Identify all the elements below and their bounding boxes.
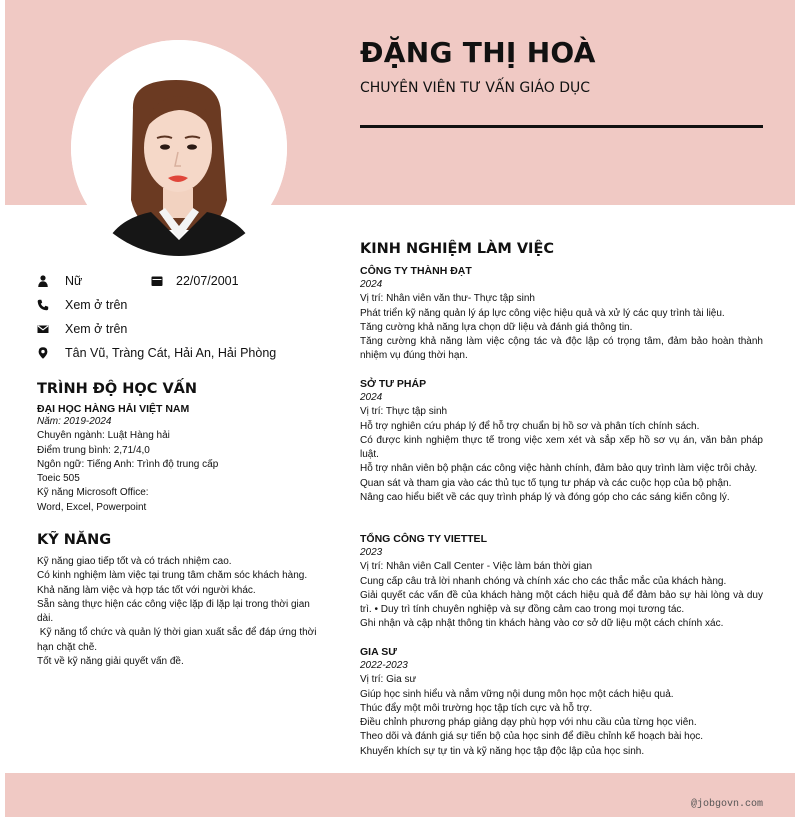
email-value: Xem ở trên <box>65 322 128 336</box>
email-row <box>37 319 237 339</box>
job-line: Hỗ trợ nghiên cứu pháp lý để hỗ trợ chuẩn bị hồ sơ và phân tích chính sách. <box>360 420 700 432</box>
skill-item: Kỹ năng tổ chức và quản lý thời gian xuất sắc để đáp ứng thời hạn chặt chẽ. <box>37 627 320 653</box>
skill-item: Sẵn sàng thực hiện các công việc lặp đi lặp lại trong thời gian dài. <box>37 598 310 625</box>
job-line: Quan sát và tham gia vào các thủ tục tố tụng tư pháp và các cuộc họp của bộ phận. <box>360 477 732 489</box>
location-pin-icon <box>37 347 49 359</box>
job-line: Tăng cường khả năng làm việc cộng tác và độc lập có trọng tâm, đảm bảo hoàn thành nhiệm vụ đúng thời hạn. <box>360 336 763 362</box>
job-line: Giải quyết các vấn đề của khách hàng một cách hiệu quả để đảm bảo sự hài lòng và duy trì. • Duy trì tính chuyên nghiệp và sự đồng cảm cao trong mọi tương tác. <box>360 589 763 616</box>
job-line: Giúp học sinh hiểu và nắm vững nội dung môn học một cách hiệu quả. <box>360 688 674 700</box>
school-name: ĐẠI HỌC HÀNG HẢI VIỆT NAM <box>37 403 190 415</box>
job-company: GIA SƯ <box>360 646 397 658</box>
skill-item: Tốt về kỹ năng giải quyết vấn đề. <box>37 656 184 668</box>
footer-credit: @jobgovn.com <box>690 799 763 810</box>
job-company: TỔNG CÔNG TY VIETTEL <box>360 533 487 545</box>
profile-photo <box>71 40 287 256</box>
job-line: Có được kinh nghiệm thực tế trong việc xem xét và sắp xếp hồ sơ vụ án, văn bản pháp luật. <box>360 434 763 461</box>
job-entry <box>360 646 763 759</box>
gender-row <box>37 271 157 291</box>
job-company: SỞ TƯ PHÁP <box>360 378 427 390</box>
job-entry <box>360 265 763 364</box>
job-year: 2024 <box>360 392 383 403</box>
job-company: CÔNG TY THÀNH ĐẠT <box>360 265 472 277</box>
header-divider <box>360 125 763 128</box>
education-title: TRÌNH ĐỘ HỌC VẤN <box>37 381 198 397</box>
experience-title: KINH NGHIỆM LÀM VIỆC <box>360 241 555 257</box>
job-entry <box>360 378 763 505</box>
job-entry <box>360 533 763 632</box>
dob-value: 22/07/2001 <box>176 274 239 288</box>
education-line: Điểm trung bình: 2,71/4,0 <box>37 444 150 456</box>
job-line: Ghi nhận và cập nhật thông tin khách hàng vào cơ sở dữ liệu một cách chính xác. <box>360 618 724 630</box>
job-line: Theo dõi và đánh giá sự tiến bộ của học sinh để điều chỉnh kế hoạch bài học. <box>360 731 704 743</box>
skill-item: Kỹ năng giao tiếp tốt và có trách nhiệm cao. <box>37 556 232 567</box>
phone-row <box>37 295 237 315</box>
job-line: Thúc đẩy một môi trường học tập tích cực và hỗ trợ. <box>360 702 593 714</box>
job-line: Phát triển kỹ năng quản lý áp lực công việc hiệu quả và xử lý các quy trình tài liệu. <box>360 307 725 319</box>
calendar-icon <box>151 275 163 287</box>
education-line: Chuyên ngành: Luật Hàng hải <box>37 430 170 442</box>
job-line: Vị trí: Nhân viên Call Center - Việc làm bán thời gian <box>360 561 593 573</box>
job-line: Tăng cường khả năng lựa chọn dữ liệu và đánh giá thông tin. <box>360 321 633 333</box>
candidate-role: CHUYÊN VIÊN TƯ VẤN GIÁO DỤC <box>360 80 591 96</box>
education-line: Word, Excel, Powerpoint <box>37 501 147 513</box>
person-icon <box>37 275 49 287</box>
address-value: Tân Vũ, Tràng Cát, Hải An, Hải Phòng <box>65 346 277 360</box>
profile-photo-image <box>71 40 287 256</box>
email-icon <box>37 323 49 335</box>
job-year: 2023 <box>360 547 383 558</box>
job-line: Hỗ trợ nhân viên bộ phận các công việc hành chính, đảm bảo quy trình làm việc trôi chảy. <box>360 463 758 475</box>
education-line: Ngôn ngữ: Tiếng Anh: Trình độ trung cấp <box>37 458 219 470</box>
candidate-name: ĐẶNG THỊ HOÀ <box>360 36 596 69</box>
cv-page <box>5 0 795 817</box>
gender-value: Nữ <box>65 274 83 288</box>
job-line: Khuyến khích sự tự tin và kỹ năng học tập độc lập của học sinh. <box>360 745 645 757</box>
job-line: Vị trí: Thực tập sinh <box>360 406 448 418</box>
dob-row <box>151 271 311 291</box>
phone-value: Xem ở trên <box>65 298 128 312</box>
education-line: Toeic 505 <box>37 473 80 485</box>
job-year: 2024 <box>360 279 383 290</box>
job-line: Vị trí: Gia sư <box>360 674 417 686</box>
skill-item: Có kinh nghiệm làm việc tại trung tâm chăm sóc khách hàng. <box>37 570 308 582</box>
skills-section <box>37 532 327 669</box>
school-years: Năm: 2019-2024 <box>37 416 112 427</box>
skill-item: Khả năng làm việc và hợp tác tốt với người khác. <box>37 584 256 596</box>
job-year: 2022-2023 <box>360 660 408 671</box>
job-line: Vị trí: Nhân viên văn thư- Thực tập sinh <box>360 293 535 305</box>
job-line: Điều chỉnh phương pháp giảng dạy phù hợp với nhu cầu của từng học viên. <box>360 717 697 729</box>
footer-band <box>5 773 795 817</box>
job-line: Cung cấp câu trả lời nhanh chóng và chính xác cho các thắc mắc của khách hàng. <box>360 575 727 587</box>
education-line: Kỹ năng Microsoft Office: <box>37 487 149 499</box>
job-line: Nâng cao hiểu biết về các quy trình pháp lý và đóng góp cho các sáng kiến công lý. <box>360 492 730 504</box>
phone-icon <box>37 299 49 311</box>
address-row <box>37 343 327 363</box>
skills-title: KỸ NĂNG <box>37 532 112 548</box>
education-section <box>37 381 337 515</box>
